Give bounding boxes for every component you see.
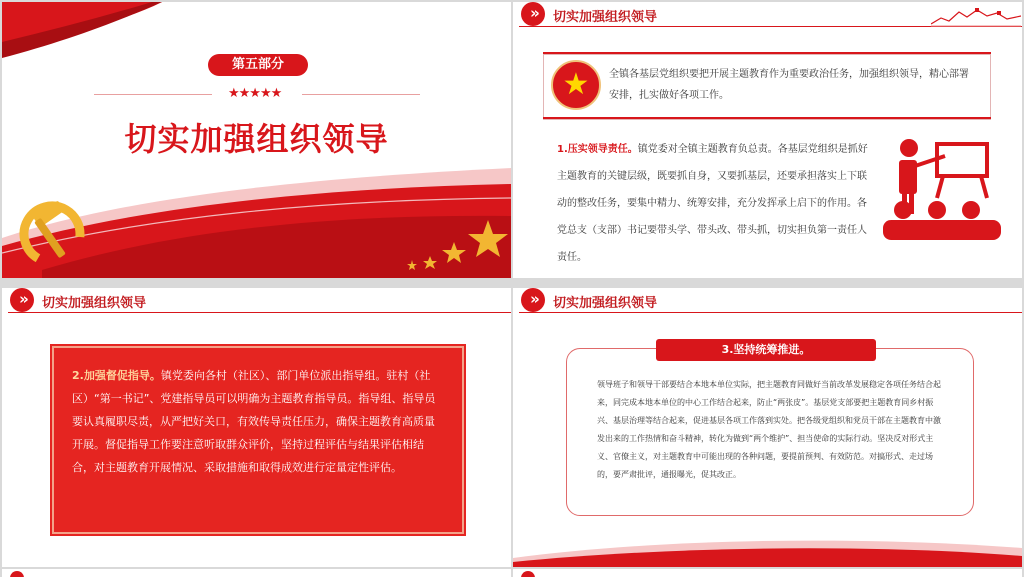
hammer-sickle-icon <box>12 194 92 274</box>
header-rule <box>519 312 1022 313</box>
star-emblem-icon: ★ <box>551 60 601 110</box>
red-wave-footer <box>513 528 1022 567</box>
section-title: 切实加强组织领导 <box>553 296 658 311</box>
slide-responsibility[interactable] <box>513 2 1022 278</box>
teacher-classroom-icon <box>879 136 1009 246</box>
great-wall-icon <box>931 6 1021 28</box>
item-2-lead: 2.加强督促指导。 <box>72 369 161 382</box>
divider-right <box>302 94 420 95</box>
item-3-tab: 3.坚持统筹推进。 <box>656 339 876 361</box>
slide-cover[interactable] <box>2 2 511 278</box>
ribbon-top-left <box>2 2 182 62</box>
gold-stars <box>400 216 510 276</box>
slide-supervision[interactable] <box>2 288 511 567</box>
slide-coordination[interactable] <box>513 288 1022 567</box>
chevron-double-right-icon: » <box>10 288 34 312</box>
chevron-double-right-icon: » <box>521 288 545 312</box>
section-title: 切实加强组织领导 <box>42 296 147 311</box>
next-slide-strip-left <box>2 569 511 577</box>
part-label: 第五部分 <box>208 54 308 76</box>
item-3-text: 领导班子和领导干部要结合本地本单位实际，把主题教育同做好当前改革发展稳定各项任务结合起来，同完成本地本单位的中心工作结合起来，防止“两张皮”。基层党支部要把主题教育同乡村振兴、基层治理等结合起来，促进基层各项工作落到实处。把各级党组织和党员干部在主题教育中激发出来的工作热情和奋斗精神，转化为做到“两个维护”、担当使命的实际行动。坚决反对形式主义、官僚主义，对主题教育中可能出现的各种问题，要提前预判、有效防范。对搞形式、走过场的，要严肃批评，通报曝光，促其改正。 <box>597 380 941 479</box>
item-1-lead: 1.压实领导责任。 <box>557 144 638 155</box>
stars-decoration: ★★★★★ <box>228 86 282 101</box>
intro-text: 全镇各基层党组织要把开展主题教育作为重要政治任务，加强组织领导，精心部署安排，扎实做好各项工作。 <box>609 69 969 101</box>
section-title: 切实加强组织领导 <box>553 10 658 25</box>
item-2-paragraph <box>72 364 444 479</box>
item-1-paragraph <box>557 136 869 271</box>
item-2-text: 镇党委向各村（社区）、部门单位派出指导组。驻村（社区）“第一书记”、党建指导员可以明确为主题教育指导员。指导组、指导员要认真履职尽责，从严把好关口，有效传导责任压力，确保主题教育高质量开展。督促指导工作要注意听取群众评价，坚持过程评估与结果评估相结合，对主题教育开展情况、采取措施和取得成效进行定量定性评估。 <box>72 369 436 474</box>
header-rule <box>8 312 511 313</box>
item-1-text: 镇党委对全镇主题教育负总责。各基层党组织是抓好主题教育的关键层级，既要抓自身，又要抓基层，还要承担落实上下联动的整改任务，要集中精力、统筹安排，充分发挥承上启下的作用。各党总支（支部）书记要带头学、带头改、带头抓，切实担负第一责任人责任。 <box>557 144 868 263</box>
intro-box-top-bar <box>543 52 991 54</box>
divider-left <box>94 94 212 95</box>
chevron-double-right-icon: » <box>521 2 545 26</box>
intro-box-bottom-bar <box>543 117 991 119</box>
slide-title: 切实加强组织领导 <box>124 120 389 158</box>
next-slide-strip-right <box>513 569 1022 577</box>
